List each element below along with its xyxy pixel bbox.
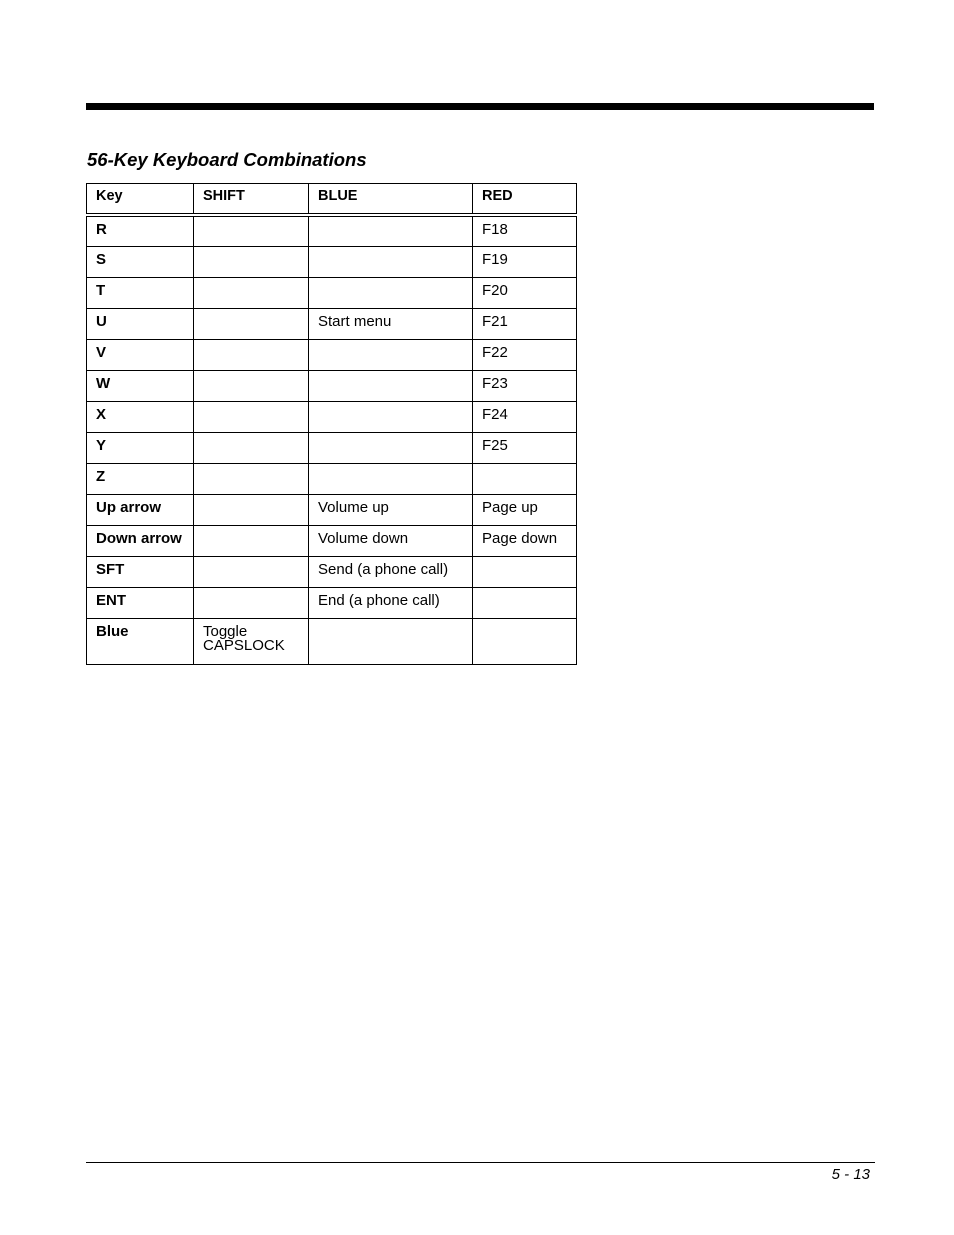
key-cell: W: [87, 370, 194, 401]
red-cell: F22: [473, 339, 577, 370]
shift-cell: [194, 401, 309, 432]
blue-cell: [309, 215, 473, 246]
key-cell: V: [87, 339, 194, 370]
table-row: [87, 525, 577, 556]
shift-cell: [194, 432, 309, 463]
blue-cell: [309, 401, 473, 432]
blue-cell: Start menu: [309, 308, 473, 339]
shift-cell: [194, 370, 309, 401]
red-cell: Page up: [473, 494, 577, 525]
red-cell: F25: [473, 432, 577, 463]
key-cell: T: [87, 277, 194, 308]
red-cell: Page down: [473, 525, 577, 556]
table-row: [87, 401, 577, 432]
red-cell: [473, 618, 577, 664]
blue-cell: [309, 432, 473, 463]
key-cell: Y: [87, 432, 194, 463]
blue-cell: [309, 246, 473, 277]
shift-cell: [194, 246, 309, 277]
shift-cell: [194, 525, 309, 556]
header-blue: BLUE: [309, 184, 473, 216]
blue-cell: Send (a phone call): [309, 556, 473, 587]
table-row: [87, 370, 577, 401]
red-cell: F21: [473, 308, 577, 339]
header-shift: SHIFT: [194, 184, 309, 216]
red-cell: F24: [473, 401, 577, 432]
table-row: [87, 432, 577, 463]
table-row: [87, 246, 577, 277]
top-rule: [86, 103, 874, 110]
red-cell: F19: [473, 246, 577, 277]
blue-cell: [309, 339, 473, 370]
keyboard-combinations-table: [86, 183, 577, 665]
key-cell: Down arrow: [87, 525, 194, 556]
table-row: [87, 215, 577, 246]
shift-cell: [194, 463, 309, 494]
shift-cell: [194, 339, 309, 370]
key-cell: ENT: [87, 587, 194, 618]
key-cell: R: [87, 215, 194, 246]
red-cell: F23: [473, 370, 577, 401]
table-row: [87, 339, 577, 370]
shift-cell: [194, 215, 309, 246]
section-title: 56-Key Keyboard Combinations: [87, 149, 367, 170]
table-row: [87, 587, 577, 618]
key-cell: U: [87, 308, 194, 339]
blue-cell: Volume down: [309, 525, 473, 556]
shift-cell: [194, 587, 309, 618]
header-red: RED: [473, 184, 577, 216]
shift-cell: [194, 308, 309, 339]
footer-rule: [86, 1162, 875, 1163]
table-row: [87, 494, 577, 525]
blue-cell: [309, 277, 473, 308]
key-cell: S: [87, 246, 194, 277]
key-cell: Up arrow: [87, 494, 194, 525]
table-row: [87, 277, 577, 308]
table-row: [87, 308, 577, 339]
header-key: Key: [87, 184, 194, 216]
key-cell: Z: [87, 463, 194, 494]
red-cell: F18: [473, 215, 577, 246]
blue-cell: [309, 463, 473, 494]
red-cell: F20: [473, 277, 577, 308]
red-cell: [473, 556, 577, 587]
key-cell: Blue: [87, 618, 194, 664]
shift-cell: [194, 556, 309, 587]
shift-cell: Toggle CAPSLOCK: [194, 618, 309, 664]
blue-cell: [309, 370, 473, 401]
blue-cell: End (a phone call): [309, 587, 473, 618]
blue-cell: [309, 618, 473, 664]
key-cell: SFT: [87, 556, 194, 587]
key-cell: X: [87, 401, 194, 432]
blue-cell: Volume up: [309, 494, 473, 525]
table-row: [87, 463, 577, 494]
table-header-row: [87, 184, 577, 216]
table-row: [87, 556, 577, 587]
table-row: [87, 618, 577, 664]
red-cell: [473, 587, 577, 618]
shift-cell: [194, 277, 309, 308]
red-cell: [473, 463, 577, 494]
page-number: 5 - 13: [831, 1166, 870, 1183]
shift-cell: [194, 494, 309, 525]
